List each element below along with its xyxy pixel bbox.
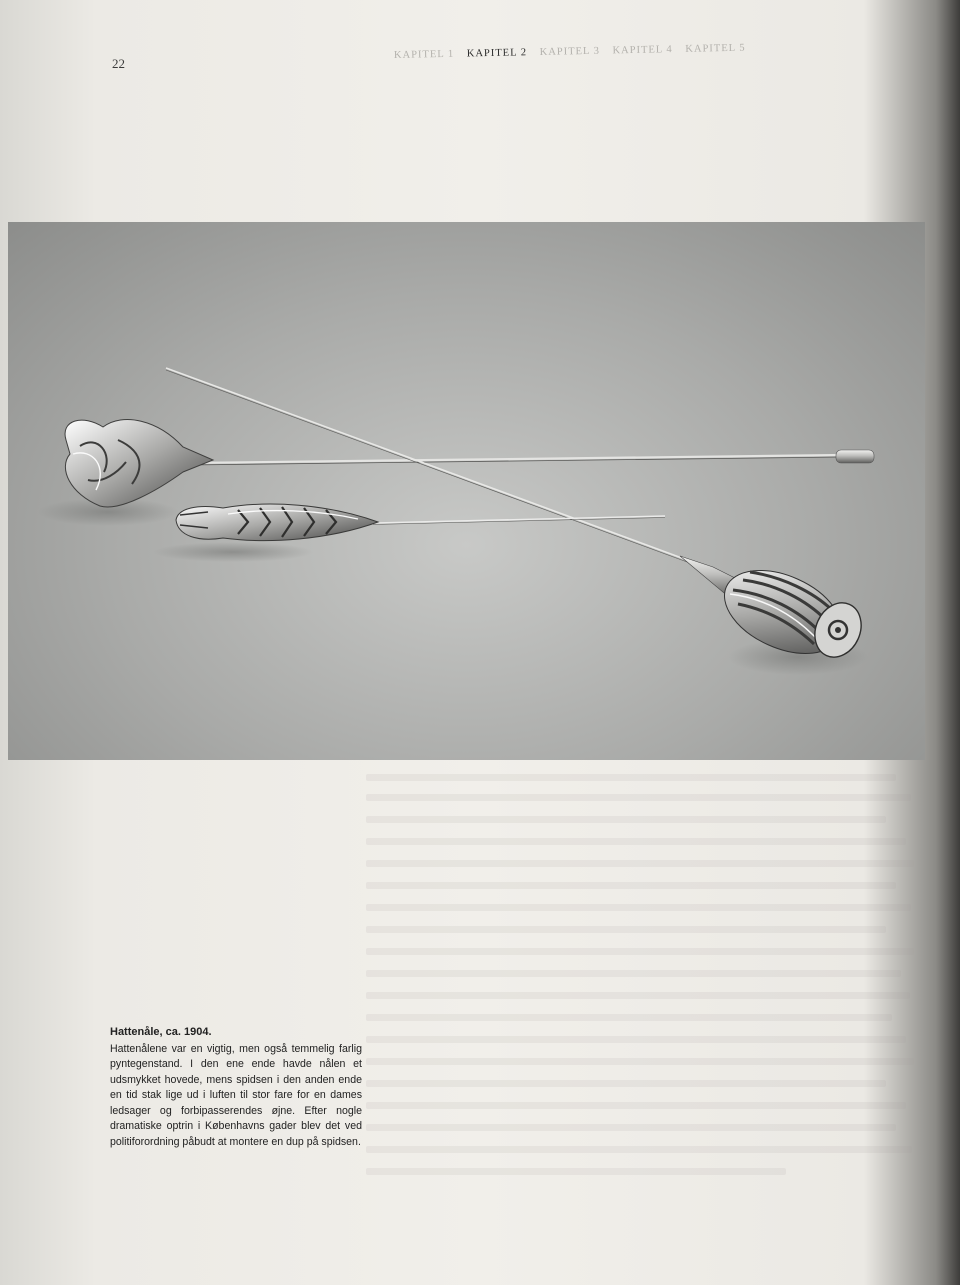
chapter-link-2-current[interactable]: KAPITEL 2 [466, 47, 528, 60]
chapter-link-5[interactable]: KAPITEL 5 [685, 42, 746, 55]
page-number: 22 [112, 56, 125, 71]
heart-hatpin-icon [65, 420, 874, 507]
photo-caption [110, 1025, 362, 1150]
chapter-link-4[interactable]: KAPITEL 4 [612, 44, 673, 57]
chapter-link-3[interactable]: KAPITEL 3 [539, 45, 601, 58]
leaf-hatpin-icon [176, 504, 665, 541]
caption-title: Hattenåle, ca. 1904. [110, 1026, 212, 1038]
show-through-text [366, 770, 918, 1190]
chapter-link-1[interactable]: KAPITEL 1 [393, 48, 455, 61]
hatpins-photograph [8, 222, 925, 760]
caption-body: Hattenålene var en vigtig, men også temmelig farlig pyntegenstand. I den ene ende havde nålen et udsmykket hovede, mens spidsen i den anden ende en tid stak lige ud i luften til stor fare for en dames ledsager og forbipasserendes øjne. Efter nogle dramatiske optrin i Københavns gader blev det ved politiforordning påbudt at montere en dup på spidsen. [110, 1042, 362, 1148]
chapter-navigation [394, 42, 755, 61]
